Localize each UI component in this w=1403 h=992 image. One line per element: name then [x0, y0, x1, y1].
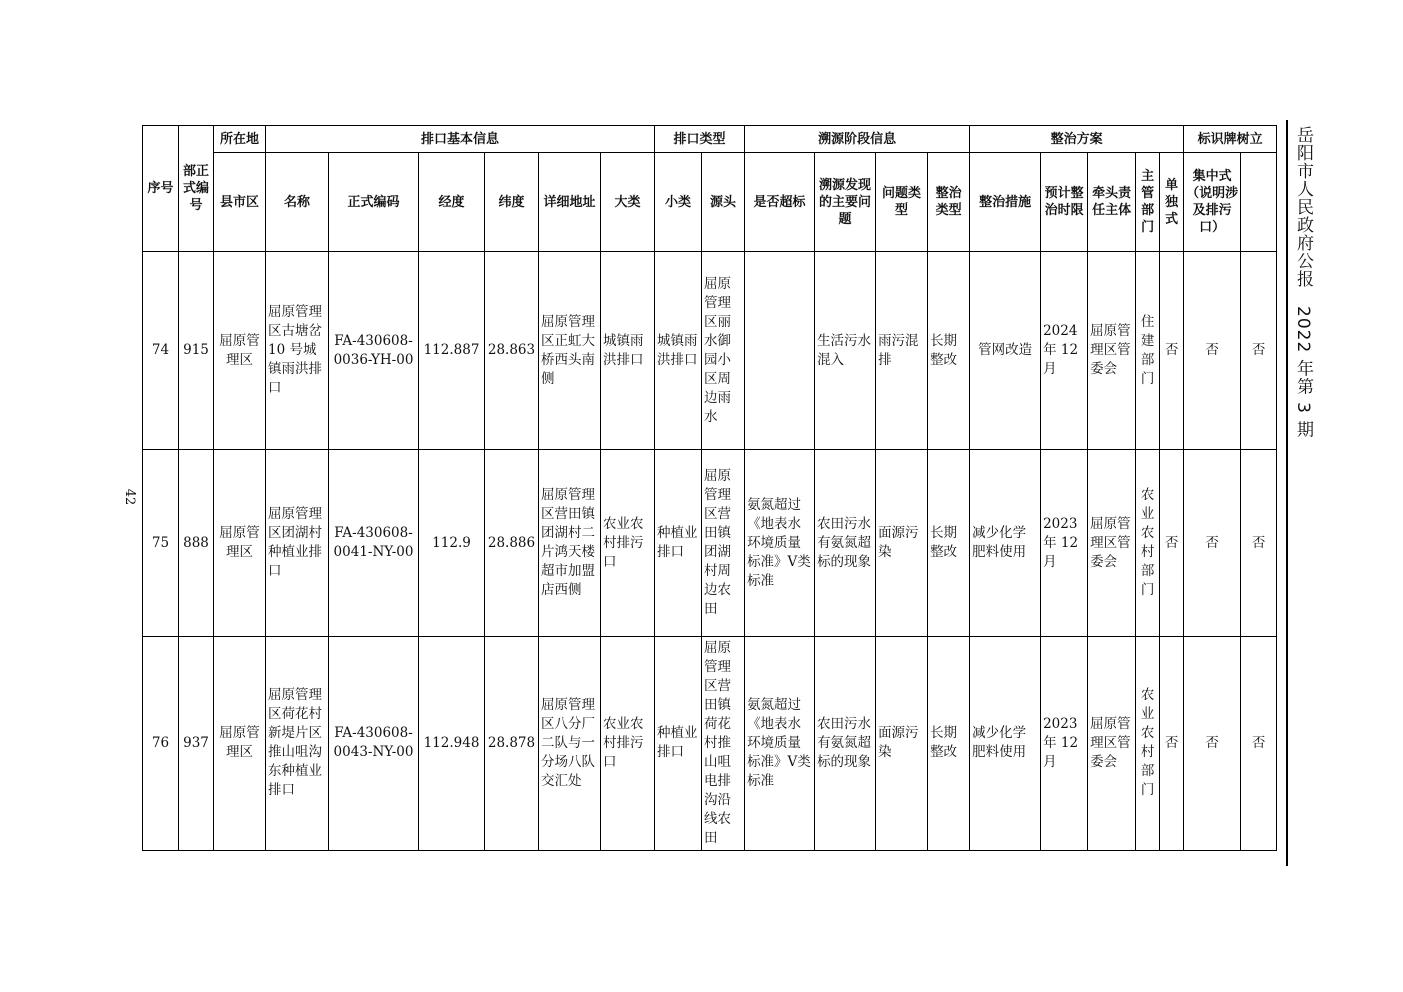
- cell-problem-type: 雨污混排: [876, 252, 928, 450]
- cell-code: FA-430608-0036-YH-00: [329, 252, 419, 450]
- cell-fix-type: 长期整改: [928, 252, 970, 450]
- cell-ministry-no: 937: [179, 636, 214, 850]
- header-lng: 经度: [419, 153, 485, 252]
- header-remediation: 整治方案: [970, 126, 1184, 153]
- outlet-table: [142, 125, 1277, 851]
- cell-deadline: 2023 年 12 月: [1041, 450, 1088, 636]
- header-name: 名称: [266, 153, 329, 252]
- cell-ministry-no: 888: [179, 450, 214, 636]
- cell-minor: 种植业排口: [655, 636, 702, 850]
- header-minor: 小类: [655, 153, 702, 252]
- cell-exceed: 氨氮超过《地表水环境质量标准》Ⅴ类标准: [745, 450, 815, 636]
- cell-major: 农业农村排污口: [601, 450, 655, 636]
- header-code: 正式编码: [329, 153, 419, 252]
- cell-source: 屈原管理区营田镇团湖村周边农田: [702, 450, 745, 636]
- cell-address: 屈原管理区八分厂二队与一分场八队交汇处: [539, 636, 601, 850]
- header-lat: 纬度: [485, 153, 539, 252]
- cell-lat: 28.886: [485, 450, 539, 636]
- cell-lead: 屈原管理区管委会: [1088, 636, 1136, 850]
- cell-problem: 农田污水有氨氮超标的现象: [815, 636, 876, 850]
- header-location: 所在地: [214, 126, 266, 153]
- cell-name: 屈原管理区荷花村新堤片区推山咀沟东种植业排口: [266, 636, 329, 850]
- cell-dept: 住建部门: [1136, 252, 1160, 450]
- header-sign: 标识牌树立: [1184, 126, 1277, 153]
- cell-source: 屈原管理区丽水御园小区周边雨水: [702, 252, 745, 450]
- cell-completed: 否: [1241, 636, 1277, 850]
- cell-code: FA-430608-0041-NY-00: [329, 450, 419, 636]
- cell-deadline: 2024 年 12 月: [1041, 252, 1088, 450]
- table-row: [143, 636, 1277, 850]
- header-fix-type: 整治类型: [928, 153, 970, 252]
- header-single: 单独式: [1160, 153, 1184, 252]
- header-address: 详细地址: [539, 153, 601, 252]
- table-row: [143, 450, 1277, 636]
- cell-lng: 112.9: [419, 450, 485, 636]
- cell-central: 否: [1184, 450, 1241, 636]
- cell-single: 否: [1160, 450, 1184, 636]
- header-major: 大类: [601, 153, 655, 252]
- header-deadline: 预计整治时限: [1041, 153, 1088, 252]
- cell-lng: 112.948: [419, 636, 485, 850]
- cell-problem-type: 面源污染: [876, 636, 928, 850]
- cell-measure: 减少化学肥料使用: [970, 636, 1041, 850]
- cell-major: 城镇雨洪排口: [601, 252, 655, 450]
- cell-dept: 农业农村部门: [1136, 450, 1160, 636]
- cell-fix-type: 长期整改: [928, 636, 970, 850]
- cell-central: 否: [1184, 636, 1241, 850]
- cell-completed: 否: [1241, 252, 1277, 450]
- cell-major: 农业农村排污口: [601, 636, 655, 850]
- cell-minor: 种植业排口: [655, 450, 702, 636]
- cell-single: 否: [1160, 252, 1184, 450]
- header-source: 源头: [702, 153, 745, 252]
- header-basic-info: 排口基本信息: [266, 126, 655, 153]
- cell-central: 否: [1184, 252, 1241, 450]
- cell-seq: 74: [143, 252, 179, 450]
- cell-name: 屈原管理区团湖村种植业排口: [266, 450, 329, 636]
- cell-minor: 城镇雨洪排口: [655, 252, 702, 450]
- header-lead: 牵头责任主体: [1088, 153, 1136, 252]
- cell-county: 屈原管理区: [214, 636, 266, 850]
- cell-problem-type: 面源污染: [876, 450, 928, 636]
- cell-seq: 76: [143, 636, 179, 850]
- cell-source: 屈原管理区营田镇荷花村推山咀电排沟沿线农田: [702, 636, 745, 850]
- header-dept: 主管部门: [1136, 153, 1160, 252]
- cell-single: 否: [1160, 636, 1184, 850]
- cell-fix-type: 长期整改: [928, 450, 970, 636]
- cell-completed: 否: [1241, 450, 1277, 636]
- header-county: 县市区: [214, 153, 266, 252]
- cell-lat: 28.878: [485, 636, 539, 850]
- header-row-1: [143, 126, 1277, 153]
- table-row: [143, 252, 1277, 450]
- header-outlet-type: 排口类型: [655, 126, 745, 153]
- cell-measure: 减少化学肥料使用: [970, 450, 1041, 636]
- cell-lead: 屈原管理区管委会: [1088, 450, 1136, 636]
- cell-county: 屈原管理区: [214, 252, 266, 450]
- header-problem-type: 问题类型: [876, 153, 928, 252]
- page-number: 42: [122, 488, 137, 506]
- header-problem: 溯源发现的主要问题: [815, 153, 876, 252]
- cell-measure: 管网改造: [970, 252, 1041, 450]
- cell-deadline: 2023 年 12 月: [1041, 636, 1088, 850]
- header-measure: 整治措施: [970, 153, 1041, 252]
- cell-lat: 28.863: [485, 252, 539, 450]
- header-ministry-no: 部正式编号: [179, 126, 214, 252]
- header-central: 集中式（说明涉及排污口）: [1184, 153, 1241, 252]
- cell-address: 屈原管理区正虹大桥西头南侧: [539, 252, 601, 450]
- cell-exceed: 氨氮超过《地表水环境质量标准》Ⅴ类标准: [745, 636, 815, 850]
- cell-problem: 农田污水有氨氮超标的现象: [815, 450, 876, 636]
- gazette-title-text: 岳阳市人民政府公报 2022 年第 3 期: [1293, 126, 1313, 439]
- cell-county: 屈原管理区: [214, 450, 266, 636]
- cell-ministry-no: 915: [179, 252, 214, 450]
- cell-exceed: [745, 252, 815, 450]
- cell-problem: 生活污水混入: [815, 252, 876, 450]
- header-seq: 序号: [143, 126, 179, 252]
- cell-dept: 农业农村部门: [1136, 636, 1160, 850]
- cell-lead: 屈原管理区管委会: [1088, 252, 1136, 450]
- cell-address: 屈原管理区营田镇团湖村二片鸿天楼超市加盟店西侧: [539, 450, 601, 636]
- cell-seq: 75: [143, 450, 179, 636]
- gazette-title: [1288, 126, 1318, 866]
- header-row-2: [143, 153, 1277, 252]
- header-exceed: 是否超标: [745, 153, 815, 252]
- cell-lng: 112.887: [419, 252, 485, 450]
- cell-name: 屈原管理区古塘岔 10 号城镇雨洪排口: [266, 252, 329, 450]
- cell-code: FA-430608-0043-NY-00: [329, 636, 419, 850]
- header-tracing: 溯源阶段信息: [745, 126, 970, 153]
